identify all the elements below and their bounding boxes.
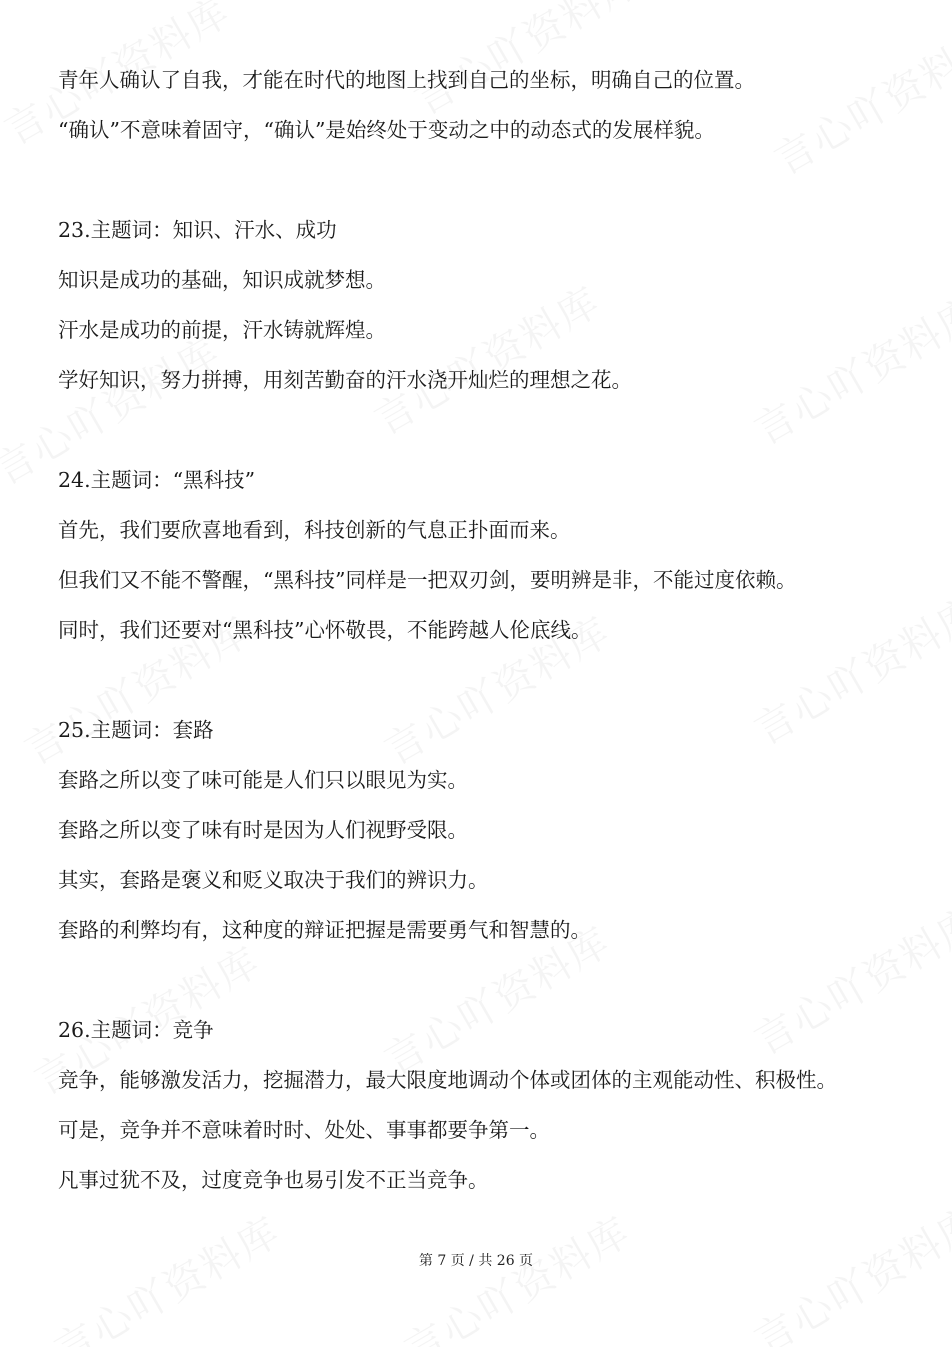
- paragraph-line: 学好知识，努力拼搏，用刻苦勤奋的汗水浇开灿烂的理想之花。: [58, 368, 632, 392]
- section-heading: 25.主题词：套路: [58, 718, 214, 742]
- paragraph-line: 首先，我们要欣喜地看到，科技创新的气息正扑面而来。: [58, 518, 571, 542]
- paragraph-line: 套路的利弊均有，这种度的辩证把握是需要勇气和智慧的。: [58, 918, 591, 942]
- paragraph-line: 汗水是成功的前提，汗水铸就辉煌。: [58, 318, 386, 342]
- page-footer: 第 7 页 / 共 26 页: [418, 1253, 534, 1269]
- section-heading: 24.主题词：“黑科技”: [58, 468, 256, 492]
- paragraph-line: 凡事过犹不及，过度竞争也易引发不正当竞争。: [58, 1168, 489, 1192]
- watermark: [43, 1201, 290, 1347]
- paragraph-line: 可是，竞争并不意味着时时、处处、事事都要争第一。: [58, 1118, 550, 1142]
- watermark: [763, 11, 952, 186]
- watermark: [363, 271, 610, 446]
- paragraph-line: “确认”不意味着固守，“确认”是始终处于变动之中的动态式的发展样貌。: [58, 118, 715, 142]
- section-heading: 26.主题词：竞争: [58, 1018, 214, 1042]
- watermark: [393, 1201, 640, 1347]
- paragraph-line: 其实，套路是褒义和贬义取决于我们的辨识力。: [58, 868, 489, 892]
- watermark: [743, 891, 952, 1066]
- section-heading: 23.主题词：知识、汗水、成功: [58, 218, 337, 242]
- paragraph-line: 同时，我们还要对“黑科技”心怀敬畏，不能跨越人伦底线。: [58, 618, 592, 642]
- paragraph-line: 青年人确认了自我，才能在时代的地图上找到自己的坐标，明确自己的位置。: [58, 68, 755, 92]
- paragraph-line: 知识是成功的基础，知识成就梦想。: [58, 268, 386, 292]
- watermark: [743, 581, 952, 756]
- paragraph-line: 但我们又不能不警醒，“黑科技”同样是一把双刃剑，要明辨是非，不能过度依赖。: [58, 568, 797, 592]
- paragraph-line: 竞争，能够激发活力，挖掘潜力，最大限度地调动个体或团体的主观能动性、积极性。: [58, 1068, 837, 1092]
- paragraph-line: 套路之所以变了味有时是因为人们视野受限。: [58, 818, 468, 842]
- watermark: [403, 0, 650, 126]
- paragraph-line: 套路之所以变了味可能是人们只以眼见为实。: [58, 768, 468, 792]
- watermark: [743, 281, 952, 456]
